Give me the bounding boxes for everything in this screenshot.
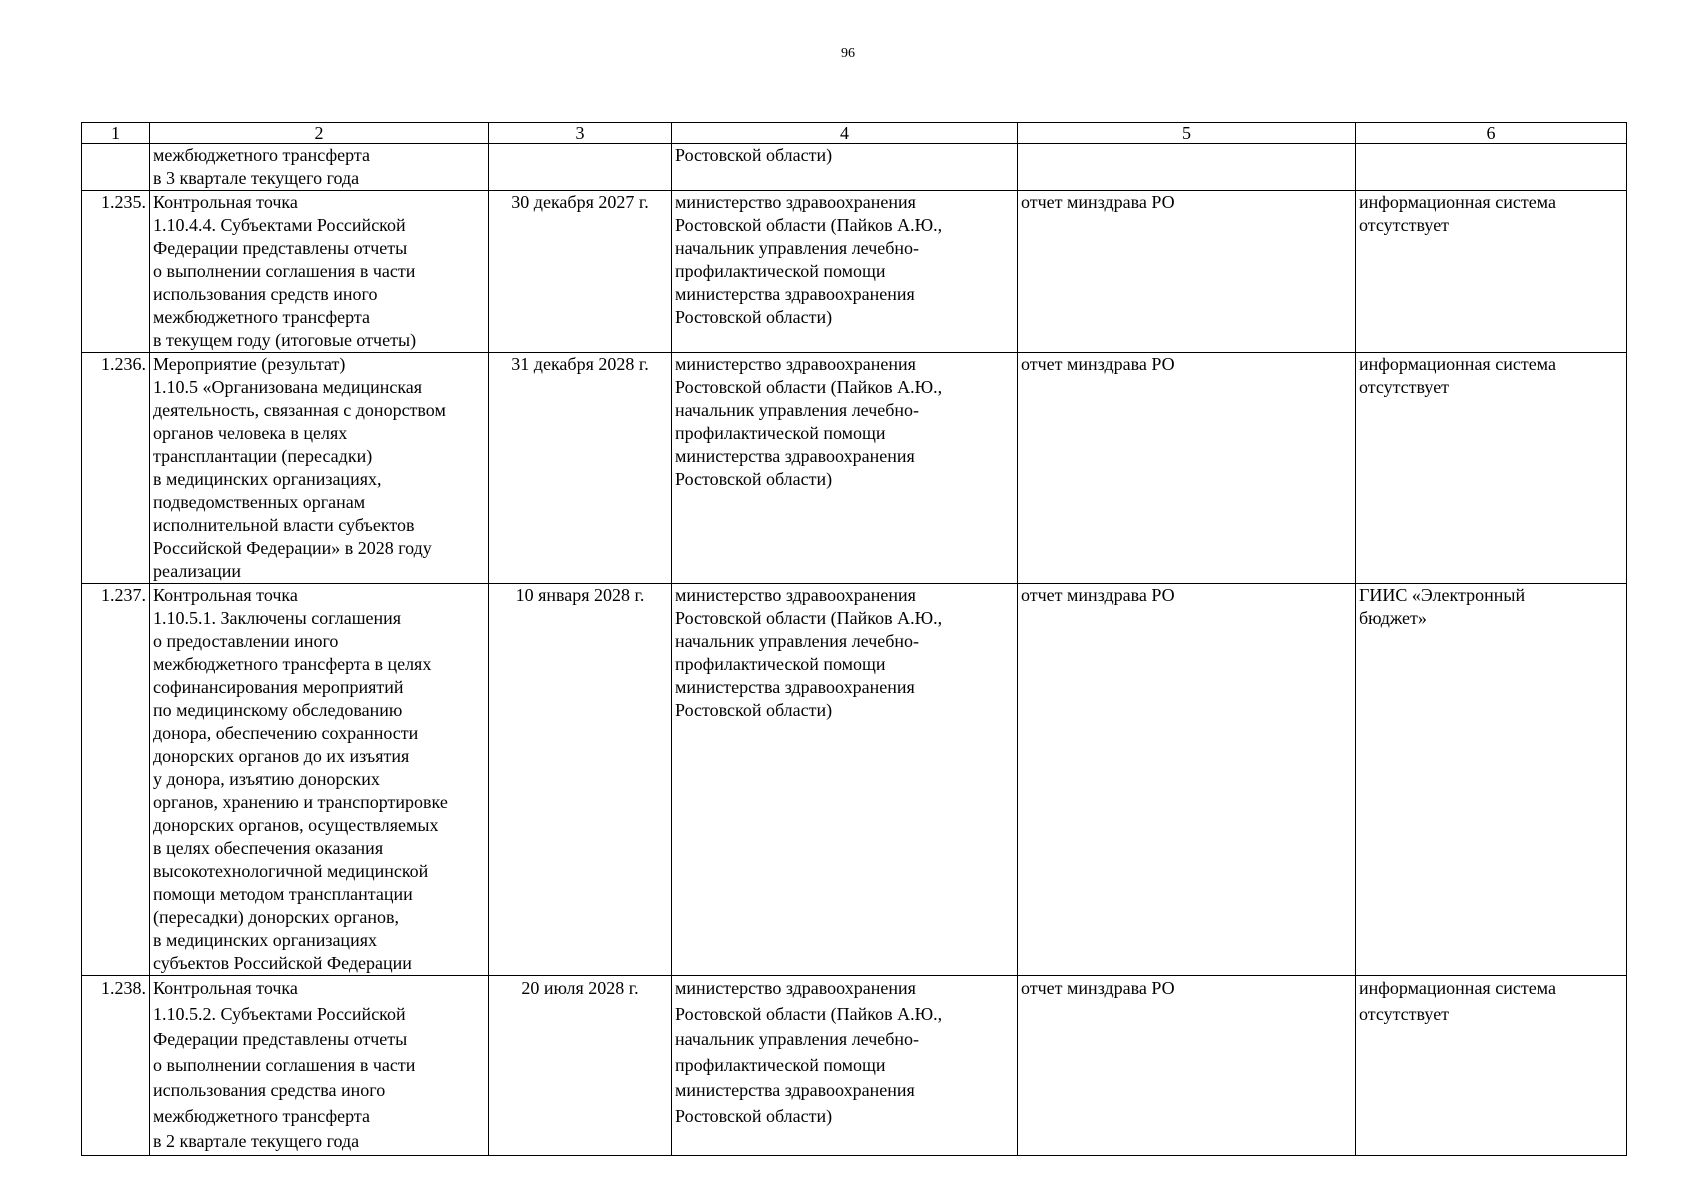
cell-text-line: информационная система (1359, 192, 1556, 212)
column-header: 3 (489, 123, 672, 144)
cell-text-line: отсутствует (1359, 377, 1450, 397)
control-points-table (81, 122, 1627, 1156)
cell-text-line: министерства здравоохранения (675, 677, 915, 697)
cell-text-line: Ростовской области) (675, 145, 833, 165)
cell-text-line: реализации (153, 561, 241, 581)
responsible-cell (672, 353, 1018, 584)
cell-text-line: субъектов Российской Федерации (153, 953, 412, 973)
cell-text-line: начальник управления лечебно- (675, 238, 920, 258)
row-number-cell (82, 144, 150, 191)
cell-text-line: министерство здравоохранения (675, 354, 916, 374)
cell-text-line: Федерации представлены отчеты (153, 238, 408, 258)
cell-text-line: министерство здравоохранения (675, 192, 916, 212)
cell-text-line: в текущем году (итоговые отчеты) (153, 330, 417, 350)
cell-text-line: министерства здравоохранения (675, 1080, 915, 1100)
cell-text-line: ГИИС «Электронный (1359, 585, 1526, 605)
cell-text-line: Контрольная точка (153, 192, 298, 212)
column-header: 4 (672, 123, 1018, 144)
cell-text-line: высокотехнологичной медицинской (153, 861, 429, 881)
cell-text-line: отсутствует (1359, 215, 1450, 235)
event-name-cell (150, 191, 489, 353)
row-number-cell: 1.235. (82, 191, 150, 353)
cell-text-line: исполнительной власти субъектов (153, 515, 415, 535)
responsible-cell (672, 144, 1018, 191)
table-row (82, 976, 1627, 1156)
cell-text-line: министерство здравоохранения (675, 978, 916, 998)
cell-text-line: Ростовской области) (675, 307, 833, 327)
cell-text-line: в медицинских организациях, (153, 469, 382, 489)
cell-text-line: Контрольная точка (153, 585, 298, 605)
cell-text-line: в медицинских организациях (153, 930, 377, 950)
column-header: 2 (150, 123, 489, 144)
responsible-cell (672, 584, 1018, 976)
cell-text-line: Ростовской области) (675, 1105, 833, 1126)
column-header: 1 (82, 123, 150, 144)
table-row (82, 584, 1627, 976)
cell-text-line: у донора, изъятию донорских (153, 769, 380, 789)
cell-text-line: Ростовской области (Пайков А.Ю., (675, 1003, 943, 1024)
cell-text-line: министерства здравоохранения (675, 446, 915, 466)
cell-text-line: межбюджетного трансферта (153, 145, 370, 165)
cell-text-line: Федерации представлены отчеты (153, 1029, 408, 1049)
information-system-cell (1356, 353, 1627, 584)
cell-text-line: органов человека в целях (153, 423, 348, 443)
column-header: 5 (1018, 123, 1356, 144)
cell-text-line: информационная система (1359, 978, 1556, 998)
cell-text-line: профилактической помощи (675, 261, 886, 281)
row-number-cell: 1.236. (82, 353, 150, 584)
cell-text-line: деятельность, связанная с донорством (153, 400, 446, 420)
cell-text-line: трансплантации (пересадки) (153, 446, 373, 466)
event-name-cell (150, 584, 489, 976)
cell-text-line: министерство здравоохранения (675, 585, 916, 605)
deadline-cell: 30 декабря 2027 г. (489, 191, 672, 353)
confirming-document-cell: отчет минздрава РО (1018, 191, 1356, 353)
header-row (82, 123, 1627, 144)
table-row (82, 144, 1627, 191)
cell-text-line: помощи методом трансплантации (153, 884, 413, 904)
confirming-document-cell: отчет минздрава РО (1018, 584, 1356, 976)
cell-text-line: Мероприятие (результат) (153, 354, 346, 374)
cell-text-line: донорских органов, осуществляемых (153, 815, 439, 835)
row-number-cell: 1.237. (82, 584, 150, 976)
cell-text-line: 1.10.4.4. Субъектами Российской (153, 215, 406, 235)
deadline-cell (489, 144, 672, 191)
confirming-document-cell: отчет минздрава РО (1018, 353, 1356, 584)
cell-text-line: информационная система (1359, 354, 1556, 374)
information-system-cell (1356, 191, 1627, 353)
cell-text-line: профилактической помощи (675, 423, 886, 443)
deadline-cell: 20 июля 2028 г. (489, 976, 672, 1156)
cell-text-line: межбюджетного трансферта в целях (153, 654, 432, 674)
row-number-cell: 1.238. (82, 976, 150, 1156)
deadline-cell: 10 января 2028 г. (489, 584, 672, 976)
event-name-cell (150, 144, 489, 191)
table-row (82, 191, 1627, 353)
cell-text-line: начальник управления лечебно- (675, 400, 920, 420)
cell-text-line: Российской Федерации» в 2028 году (153, 538, 432, 558)
cell-text-line: Ростовской области (Пайков А.Ю., (675, 377, 943, 397)
cell-text-line: межбюджетного трансферта (153, 307, 370, 327)
responsible-cell (672, 976, 1018, 1156)
deadline-cell: 31 декабря 2028 г. (489, 353, 672, 584)
cell-text-line: донора, обеспечению сохранности (153, 723, 419, 743)
cell-text-line: отсутствует (1359, 1003, 1450, 1024)
cell-text-line: начальник управления лечебно- (675, 631, 920, 651)
cell-text-line: Ростовской области) (675, 700, 833, 720)
cell-text-line: начальник управления лечебно- (675, 1029, 920, 1049)
confirming-document-cell (1018, 144, 1356, 191)
cell-text-line: органов, хранению и транспортировке (153, 792, 448, 812)
cell-text-line: в 3 квартале текущего года (153, 168, 360, 188)
cell-text-line: бюджет» (1359, 608, 1427, 628)
cell-text-line: в 2 квартале текущего года (153, 1131, 360, 1151)
information-system-cell (1356, 976, 1627, 1156)
cell-text-line: Контрольная точка (153, 978, 298, 998)
cell-text-line: министерства здравоохранения (675, 284, 915, 304)
column-header: 6 (1356, 123, 1627, 144)
cell-text-line: Ростовской области (Пайков А.Ю., (675, 608, 943, 628)
cell-text-line: 1.10.5 «Организована медицинская (153, 377, 423, 397)
cell-text-line: в целях обеспечения оказания (153, 838, 384, 858)
responsible-cell (672, 191, 1018, 353)
cell-text-line: по медицинскому обследованию (153, 700, 403, 720)
cell-text-line: о предоставлении иного (153, 631, 339, 651)
cell-text-line: использования средств иного (153, 284, 378, 304)
cell-text-line: профилактической помощи (675, 654, 886, 674)
event-name-cell (150, 976, 489, 1156)
cell-text-line: подведомственных органам (153, 492, 366, 512)
cell-text-line: (пересадки) донорских органов, (153, 907, 399, 927)
cell-text-line: профилактической помощи (675, 1054, 886, 1075)
cell-text-line: межбюджетного трансферта (153, 1105, 370, 1126)
cell-text-line: софинансирования мероприятий (153, 677, 404, 697)
cell-text-line: о выполнении соглашения в части (153, 261, 416, 281)
cell-text-line: 1.10.5.1. Заключены соглашения (153, 608, 402, 628)
page-number: 96 (841, 46, 855, 61)
event-name-cell (150, 353, 489, 584)
cell-text-line: о выполнении соглашения в части (153, 1054, 416, 1075)
cell-text-line: донорских органов до их изъятия (153, 746, 410, 766)
confirming-document-cell: отчет минздрава РО (1018, 976, 1356, 1156)
table-row (82, 353, 1627, 584)
cell-text-line: 1.10.5.2. Субъектами Российской (153, 1003, 406, 1024)
information-system-cell (1356, 584, 1627, 976)
cell-text-line: Ростовской области (Пайков А.Ю., (675, 215, 943, 235)
cell-text-line: использования средства иного (153, 1080, 386, 1100)
information-system-cell (1356, 144, 1627, 191)
cell-text-line: Ростовской области) (675, 469, 833, 489)
